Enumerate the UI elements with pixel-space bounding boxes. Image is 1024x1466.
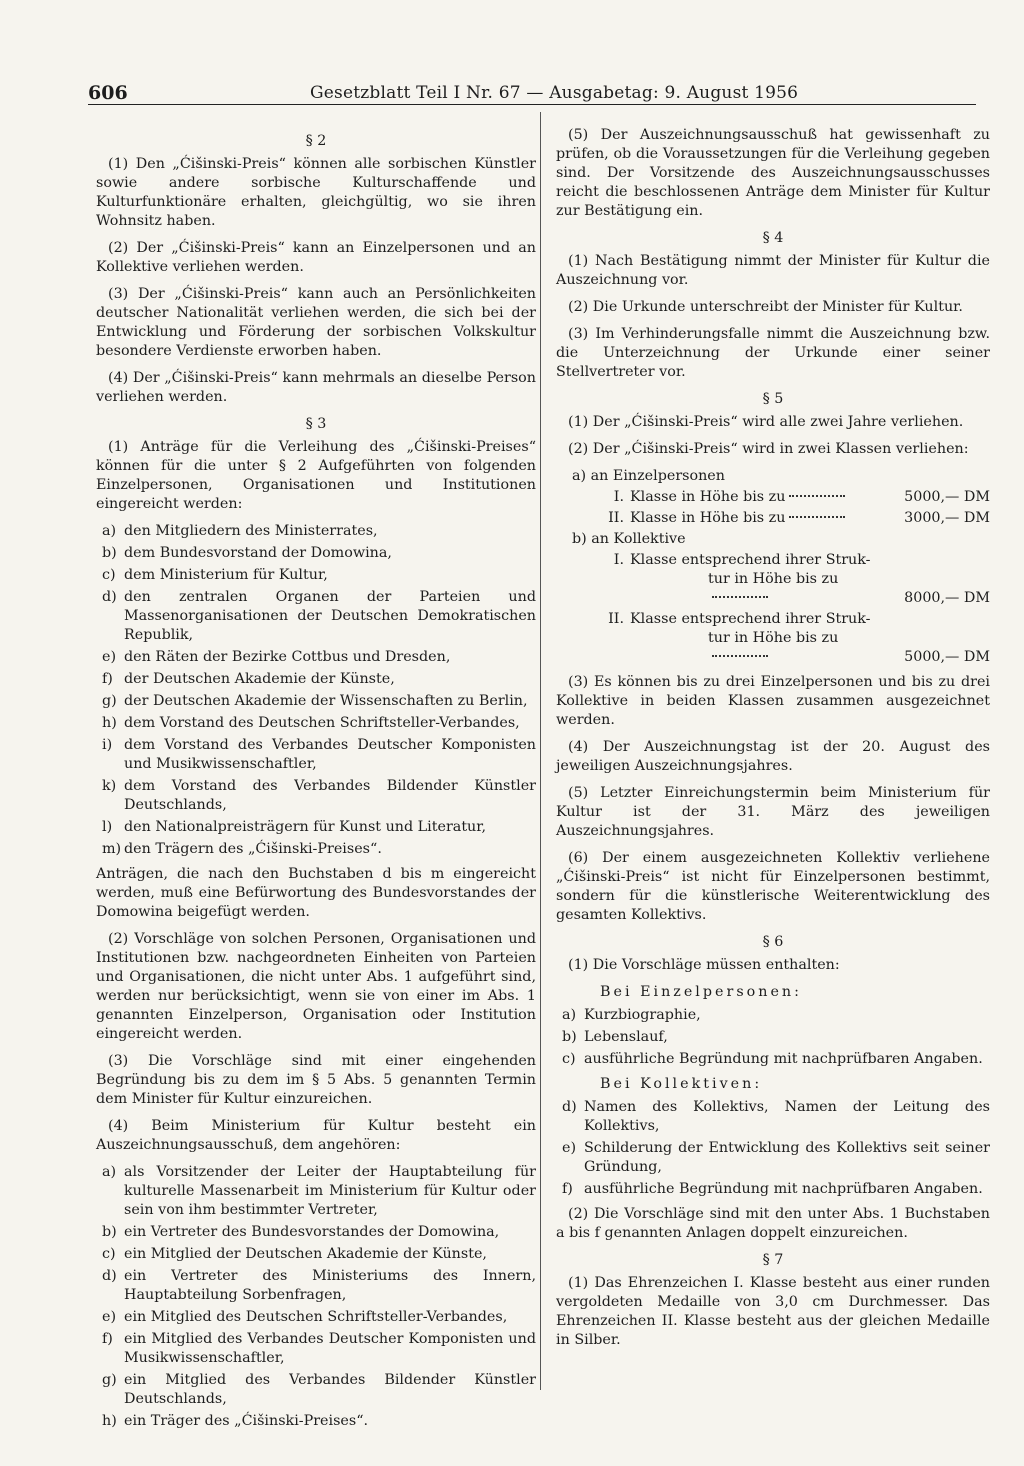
s7-paragraph-1: (1) Das Ehrenzeichen I. Klasse besteht aus einer runden vergoldeten Medaille von 3,0 cm Durchmesser. Das Ehrenzeichen II. Klasse besteht aus der gleichen Medaille in Silber. bbox=[556, 1275, 990, 1348]
list-item bbox=[96, 522, 536, 541]
list-item-text: ein Mitglied des Verbandes Deutscher Komponisten und Musikwissenschaftler, bbox=[124, 1331, 536, 1366]
list-item-text: Kurzbiographie, bbox=[584, 1007, 701, 1023]
s5-paragraph-1: (1) Der „Ćišinski-Preis“ wird alle zwei Jahre verliehen. bbox=[568, 414, 964, 430]
list-item bbox=[556, 1098, 990, 1136]
list-item bbox=[96, 840, 536, 859]
prize-description: Klasse in Höhe bis zu bbox=[630, 510, 786, 526]
list-item-text: Lebenslauf, bbox=[584, 1029, 668, 1045]
list-item bbox=[96, 692, 536, 711]
s3-paragraph-3: (3) Die Vorschläge sind mit einer eingehenden Begründung bis zu dem im § 5 Abs. 5 genannten Termin dem Minister für Kultur einzureichen. bbox=[96, 1053, 536, 1107]
list-item-label: f) bbox=[102, 671, 113, 687]
prize-description: Klasse entsprechend ihrer Struk- bbox=[630, 611, 871, 627]
list-item bbox=[96, 714, 536, 733]
list-item-label: e) bbox=[102, 649, 117, 665]
applicant-list bbox=[96, 522, 536, 859]
list-item-text: ein Träger des „Ćišinski-Preises“. bbox=[124, 1413, 369, 1429]
prize-category-individuals: a) an Einzelpersonen bbox=[572, 468, 725, 484]
s2-paragraph-4: (4) Der „Ćišinski-Preis“ kann mehrmals an dieselbe Person verliehen werden. bbox=[96, 370, 536, 405]
prize-description-cont: tur in Höhe bis zu bbox=[708, 571, 839, 587]
list-item bbox=[556, 1050, 990, 1069]
prize-class: II. bbox=[608, 510, 624, 526]
list-item bbox=[96, 1267, 536, 1305]
list-item-text: ein Vertreter des Bundesvorstandes der Domowina, bbox=[124, 1224, 500, 1240]
left-column bbox=[96, 126, 536, 1437]
list-item-label: g) bbox=[102, 693, 117, 709]
dot-leader bbox=[712, 655, 768, 657]
s3-paragraph-4: (4) Beim Ministerium für Kultur besteht ein Auszeichnungsausschuß, dem angehören: bbox=[96, 1118, 536, 1153]
s6-paragraph-1: (1) Die Vorschläge müssen enthalten: bbox=[568, 957, 840, 973]
list-item-text: den Mitgliedern des Ministerrates, bbox=[124, 523, 378, 539]
list-item-label: i) bbox=[102, 737, 113, 753]
s3-paragraph-1-note: Anträgen, die nach den Buchstaben d bis m eingereicht werden, muß eine Befürwortung des Bundesvorstandes der Domowina beigefügt werden. bbox=[96, 866, 536, 920]
collective-requirements-list bbox=[556, 1098, 990, 1199]
right-column bbox=[556, 126, 990, 1358]
list-item-text: dem Vorstand des Verbandes Bildender Künstler Deutschlands, bbox=[124, 778, 536, 813]
prize-class: I. bbox=[613, 489, 624, 505]
list-item-label: k) bbox=[102, 778, 117, 794]
list-item-label: h) bbox=[102, 1413, 117, 1429]
list-item-text: ein Mitglied des Verbandes Bildender Künstler Deutschlands, bbox=[124, 1372, 536, 1407]
s2-paragraph-1: (1) Den „Ćišinski-Preis“ können alle sorbischen Künstler sowie andere sorbische Kulturschaffende und Kulturfunktionäre erhalten, gleichgültig, wo sie ihren Wohnsitz haben. bbox=[96, 156, 536, 229]
dot-leader bbox=[789, 516, 845, 518]
list-item-text: den zentralen Organen der Parteien und Massenorganisationen der Deutschen Demokratischen Republik, bbox=[124, 589, 536, 643]
s4-paragraph-3: (3) Im Verhinderungsfalle nimmt die Auszeichnung bzw. die Unterzeichnung der Urkunde einer seiner Stellvertreter vor. bbox=[556, 326, 990, 380]
list-item-label: e) bbox=[102, 1309, 117, 1325]
list-item-text: den Räten der Bezirke Cottbus und Dresden, bbox=[124, 649, 451, 665]
s4-paragraph-2: (2) Die Urkunde unterschreibt der Minister für Kultur. bbox=[568, 299, 963, 315]
prize-amount: 3000,— DM bbox=[904, 510, 990, 526]
list-item-text: der Deutschen Akademie der Wissenschaften zu Berlin, bbox=[124, 693, 528, 709]
prize-description: Klasse in Höhe bis zu bbox=[630, 489, 786, 505]
list-item bbox=[96, 1223, 536, 1242]
prize-table bbox=[556, 467, 990, 667]
prize-row bbox=[556, 488, 990, 507]
list-item-label: g) bbox=[102, 1372, 117, 1388]
section-6-heading: § 6 bbox=[762, 934, 784, 950]
s2-paragraph-2: (2) Der „Ćišinski-Preis“ kann an Einzelpersonen und an Kollektive verliehen werden. bbox=[96, 240, 536, 275]
list-item bbox=[96, 736, 536, 774]
s6-paragraph-2: (2) Die Vorschläge sind mit den unter Abs. 1 Buchstaben a bis f genannten Anlagen doppelt einzureichen. bbox=[556, 1206, 990, 1241]
list-item-text: dem Ministerium für Kultur, bbox=[124, 567, 328, 583]
list-item bbox=[96, 818, 536, 837]
section-3-heading: § 3 bbox=[305, 416, 327, 432]
prize-row bbox=[556, 509, 990, 528]
s3-paragraph-2: (2) Vorschläge von solchen Personen, Organisationen und Institutionen bzw. nachgeordneten Einheiten von Parteien und Organisationen, die nicht unter Abs. 1 aufgeführt sind, werden nur berücksichtigt, wenn sie von einer im Abs. 1 genannten Einzelperson, Organisation oder Institution eingereicht werden. bbox=[96, 931, 536, 1042]
list-item-label: b) bbox=[102, 1224, 117, 1240]
s3-paragraph-1: (1) Anträge für die Verleihung des „Ćišinski-Preises“ können für die unter § 2 Aufgeführten von folgenden Einzelpersonen, Organisationen und Institutionen eingereicht werden: bbox=[96, 439, 536, 512]
list-item-label: d) bbox=[102, 589, 117, 605]
individual-requirements-list bbox=[556, 1006, 990, 1069]
dot-leader bbox=[789, 495, 845, 497]
list-item bbox=[96, 1330, 536, 1368]
list-item bbox=[96, 544, 536, 563]
prize-amount: 5000,— DM bbox=[904, 649, 990, 665]
list-item-text: der Deutschen Akademie der Künste, bbox=[124, 671, 395, 687]
list-item bbox=[96, 1308, 536, 1327]
s3-paragraph-5: (5) Der Auszeichnungsausschuß hat gewissenhaft zu prüfen, ob die Voraussetzungen für die Verleihung gegeben sind. Der Vorsitzende des Auszeichnungsausschusses reicht die beschlossenen Anträge dem Minister für Kultur zur Bestätigung ein. bbox=[556, 127, 990, 219]
list-item bbox=[96, 1412, 536, 1431]
prize-description-cont: tur in Höhe bis zu bbox=[708, 630, 839, 646]
s5-paragraph-4: (4) Der Auszeichnungstag ist der 20. August des jeweiligen Auszeichnungsjahres. bbox=[556, 739, 990, 774]
list-item bbox=[556, 1139, 990, 1177]
column-divider bbox=[540, 112, 541, 1390]
list-item bbox=[556, 1180, 990, 1199]
gazette-title: Gesetzblatt Teil I Nr. 67 — Ausgabetag: 9. August 1956 bbox=[310, 83, 799, 103]
s5-paragraph-6: (6) Der einem ausgezeichneten Kollektiv verliehene „Ćišinski-Preis“ ist nicht für Einzelpersonen bestimmt, sondern für die künstlerische Weiterentwicklung des gesamten Kollektivs. bbox=[556, 850, 990, 923]
list-item-text: dem Vorstand des Verbandes Deutscher Komponisten und Musikwissenschaftler, bbox=[124, 737, 536, 772]
list-item-label: l) bbox=[102, 819, 113, 835]
prize-amount: 8000,— DM bbox=[904, 590, 990, 606]
list-item-text: Namen des Kollektivs, Namen der Leitung des Kollektivs, bbox=[584, 1099, 990, 1134]
list-item-label: a) bbox=[102, 1164, 117, 1180]
list-item-text: den Nationalpreisträgern für Kunst und Literatur, bbox=[124, 819, 487, 835]
list-item-label: a) bbox=[562, 1007, 577, 1023]
list-item-label: e) bbox=[562, 1140, 577, 1156]
s5-paragraph-2: (2) Der „Ćišinski-Preis“ wird in zwei Klassen verliehen: bbox=[568, 441, 969, 457]
section-5-heading: § 5 bbox=[762, 391, 784, 407]
list-item-text: dem Vorstand des Deutschen Schriftsteller-Verbandes, bbox=[124, 715, 520, 731]
list-item bbox=[96, 1163, 536, 1220]
list-item bbox=[96, 777, 536, 815]
list-item-label: b) bbox=[102, 545, 117, 561]
s4-paragraph-1: (1) Nach Bestätigung nimmt der Minister für Kultur die Auszeichnung vor. bbox=[556, 253, 990, 288]
list-item bbox=[96, 670, 536, 689]
prize-class: I. bbox=[613, 552, 624, 568]
list-item-label: c) bbox=[102, 567, 116, 583]
section-7-heading: § 7 bbox=[762, 1252, 784, 1268]
section-4-heading: § 4 bbox=[762, 230, 784, 246]
list-item-text: ausführliche Begründung mit nachprüfbaren Angaben. bbox=[584, 1181, 983, 1197]
prize-category-collectives: b) an Kollektive bbox=[572, 531, 686, 547]
list-item bbox=[96, 588, 536, 645]
section-2-heading: § 2 bbox=[305, 133, 327, 149]
list-item bbox=[556, 1006, 990, 1025]
dot-leader bbox=[712, 596, 768, 598]
list-item-label: f) bbox=[102, 1331, 113, 1347]
list-item-text: ein Mitglied des Deutschen Schriftsteller-Verbandes, bbox=[124, 1309, 508, 1325]
list-item bbox=[96, 648, 536, 667]
page-number: 606 bbox=[88, 82, 128, 104]
list-item-text: ausführliche Begründung mit nachprüfbaren Angaben. bbox=[584, 1051, 983, 1067]
page-header bbox=[88, 82, 976, 105]
list-item-label: m) bbox=[102, 841, 122, 857]
prize-row bbox=[556, 551, 990, 608]
list-item-text: ein Mitglied der Deutschen Akademie der Künste, bbox=[124, 1246, 487, 1262]
list-item-label: f) bbox=[562, 1181, 573, 1197]
committee-list bbox=[96, 1163, 536, 1431]
prize-row bbox=[556, 610, 990, 667]
list-item-text: Schilderung der Entwicklung des Kollektivs seit seiner Gründung, bbox=[584, 1140, 990, 1175]
list-item-label: a) bbox=[102, 523, 117, 539]
list-item-text: ein Vertreter des Ministeriums des Innern, Hauptabteilung Sorbenfragen, bbox=[124, 1268, 536, 1303]
list-item-label: b) bbox=[562, 1029, 577, 1045]
group-heading-individuals: Bei Einzelpersonen: bbox=[600, 984, 802, 1000]
list-item-text: den Trägern des „Ćišinski-Preises“. bbox=[124, 841, 382, 857]
list-item-label: c) bbox=[102, 1246, 116, 1262]
list-item bbox=[96, 1245, 536, 1264]
list-item-text: dem Bundesvorstand der Domowina, bbox=[124, 545, 392, 561]
list-item-label: d) bbox=[102, 1268, 117, 1284]
s2-paragraph-3: (3) Der „Ćišinski-Preis“ kann auch an Persönlichkeiten deutscher Nationalität verliehen werden, die sich bei der Entwicklung und Förderung der sorbischen Volkskultur besondere Verdienste erworben haben. bbox=[96, 286, 536, 359]
s5-paragraph-5: (5) Letzter Einreichungstermin beim Ministerium für Kultur ist der 31. März des jeweiligen Auszeichnungsjahres. bbox=[556, 785, 990, 839]
list-item-label: c) bbox=[562, 1051, 576, 1067]
prize-class: II. bbox=[608, 611, 624, 627]
list-item-label: d) bbox=[562, 1099, 577, 1115]
s5-paragraph-3: (3) Es können bis zu drei Einzelpersonen und bis zu drei Kollektive in beiden Klassen zusammen ausgezeichnet werden. bbox=[556, 674, 990, 728]
list-item-label: h) bbox=[102, 715, 117, 731]
list-item bbox=[96, 1371, 536, 1409]
list-item bbox=[96, 566, 536, 585]
list-item-text: als Vorsitzender der Leiter der Hauptabteilung für kulturelle Massenarbeit im Ministerium für Kultur oder sein von ihm bestimmter Vertreter, bbox=[124, 1164, 536, 1218]
prize-description: Klasse entsprechend ihrer Struk- bbox=[630, 552, 871, 568]
group-heading-collectives: Bei Kollektiven: bbox=[600, 1076, 763, 1092]
prize-amount: 5000,— DM bbox=[904, 489, 990, 505]
list-item bbox=[556, 1028, 990, 1047]
